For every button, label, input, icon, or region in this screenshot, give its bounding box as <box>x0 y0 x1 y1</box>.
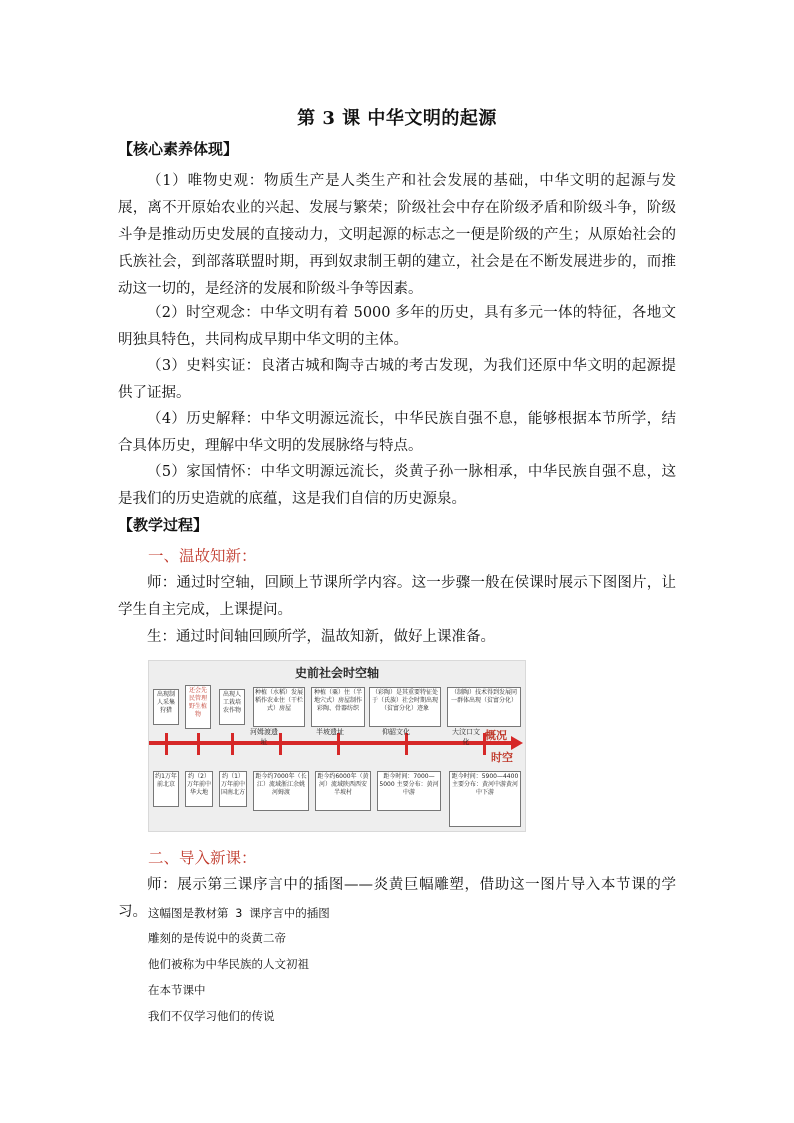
paragraph-space-time: （2）时空观念：中华文明有着 5000 多年的历史，具有多元一体的特征，各地文明独具特色，共同构成早期中华文明的主体。 <box>118 305 676 348</box>
section-heading-core: 【核心素养体现】 <box>118 140 239 158</box>
bottom-box-1: 约1万年前北京 <box>153 771 179 807</box>
note-line-3: 他们被称为中华民族的人文初祖 <box>148 957 309 971</box>
bottom-box-5: 距今约6000年（黄河）流域陕西西安半坡村 <box>315 771 371 811</box>
note-line-2: 雕刻的是传说中的炎黄二帝 <box>148 931 286 945</box>
site-label-yangshao: 仰韶文化 <box>382 728 410 736</box>
axis-tick <box>231 733 234 755</box>
bottom-box-2: 约（2）万年前中华大地 <box>185 771 213 807</box>
axis-tick <box>197 733 200 755</box>
lesson-title: 第 3 课 中华文明的起源 <box>297 108 497 129</box>
top-box-3: 出现人工栽培农作物 <box>219 689 245 725</box>
site-label-banpo: 半坡遗址 <box>316 728 344 736</box>
paragraph-teacher-review: 师：通过时空轴，回顾上节课所学内容。这一步骤一般在侯课时展示下图图片，让学生自主完成，上课提问。 <box>118 575 676 618</box>
timeline-figure <box>148 660 526 832</box>
note-line-1: 这幅图是教材第 3 课序言中的插图 <box>148 906 330 920</box>
site-label-dawenkou: 大汶口文化 <box>452 728 480 746</box>
top-box-2: 还会先民管理野生植物 <box>185 685 211 729</box>
top-box-5: 种植（粟）住（半地穴式）房屋制作彩陶、骨器纺织 <box>311 687 365 727</box>
axis-tick <box>165 733 168 755</box>
badge-space-time: 时空 <box>491 751 513 764</box>
subheading-review: 一、温故知新： <box>148 547 257 565</box>
bottom-box-6: 距今时间：7000—5000 主要分布：黄河中游 <box>377 771 441 811</box>
axis-tick <box>279 733 282 755</box>
site-label-hemudu: 河姆渡遗址 <box>250 728 278 746</box>
top-box-7: （制陶）技术得到发展同一群体出现（贫富分化） <box>447 687 521 727</box>
badge-overview: 概况 <box>485 729 507 742</box>
paragraph-interpretation: （4）历史解释：中华文明源远流长，中华民族自强不息，能够根据本节所学，结合具体历史，理解中华文明的发展脉络与特点。 <box>118 411 676 454</box>
paragraph-patriotism: （5）家国情怀：中华文明源远流长，炎黄子孙一脉相承，中华民族自强不息，这是我们的历史造就的底蕴，这是我们自信的历史源泉。 <box>118 464 676 507</box>
bottom-box-7: 距今时间：5900—4400 主要分布：黄河中游黄河中下游 <box>449 771 521 827</box>
top-box-6: （彩陶）是其重要特征处于（氏族）社会时期出现（贫富分化）迹象 <box>369 687 441 727</box>
paragraph-evidence: （3）史料实证：良渚古城和陶寺古城的考古发现，为我们还原中华文明的起源提供了证据。 <box>118 358 676 401</box>
paragraph-materialism: （1）唯物史观：物质生产是人类生产和社会发展的基础，中华文明的起源与发展，离不开原始农业的兴起、发展与繁荣；阶级社会中存在阶级矛盾和阶级斗争，阶级斗争是推动历史发展的直接动力，文明起源的标志之一便是阶级的产生；从原始社会的氏族社会，到部落联盟时期，再到奴隶制王朝的建立，社会是在不断发展进步的，而推动这一切的，是经济的发展和阶级斗争等因素。 <box>118 173 676 297</box>
bottom-box-4: 距今约7000年（长江）流域浙江余姚河姆渡 <box>253 771 309 811</box>
note-line-4: 在本节课中 <box>148 983 206 997</box>
top-box-1: 出现制人采集狩猎 <box>153 689 179 725</box>
timeline-arrowhead <box>511 736 523 750</box>
section-heading-process: 【教学过程】 <box>118 516 209 534</box>
figure-title: 史前社会时空轴 <box>294 666 379 680</box>
paragraph-teacher-intro: 师：展示第三课序言中的插图——炎黄巨幅雕塑，借助这一图片导入本节课的学习。 <box>118 877 676 920</box>
top-box-4: 种植（水稻）发展稻作农业住（干栏式）房屋 <box>253 687 305 727</box>
bottom-box-3: 约（1）万年前中国南北方 <box>219 771 247 807</box>
paragraph-student-review: 生：通过时间轴回顾所学，温故知新，做好上课准备。 <box>147 629 495 645</box>
subheading-intro: 二、导入新课： <box>148 849 257 867</box>
note-line-5: 我们不仅学习他们的传说 <box>148 1009 275 1023</box>
